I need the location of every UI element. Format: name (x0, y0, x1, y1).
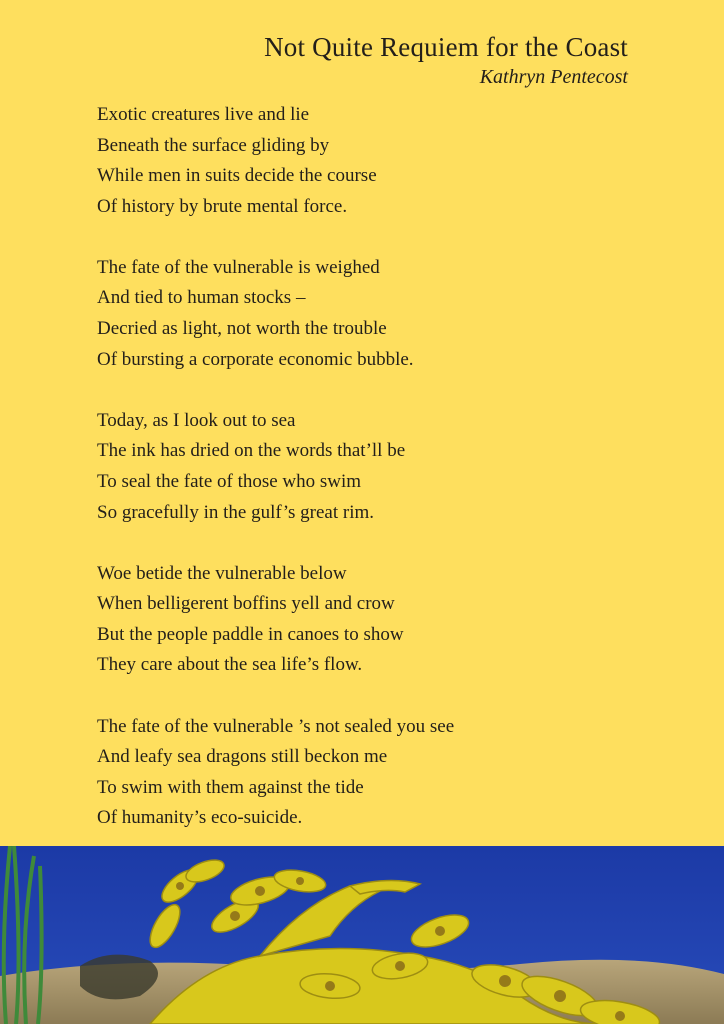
poem-line: To seal the fate of those who swim (97, 470, 362, 492)
poem-body (97, 100, 454, 864)
stanza (97, 253, 454, 375)
poem-line: The fate of the vulnerable ’s not sealed you see (97, 715, 455, 737)
poem-line: And leafy sea dragons still beckon me (97, 746, 388, 768)
poem-line: The fate of the vulnerable is weighed (97, 256, 380, 278)
poem-author: Kathryn Pentecost (479, 66, 628, 88)
poem-line: And tied to human stocks – (97, 287, 306, 309)
stanza (97, 100, 454, 222)
poem-line: They care about the sea life’s flow. (97, 654, 363, 676)
stanza (97, 559, 454, 681)
poem-line: To swim with them against the tide (97, 776, 364, 798)
seadragon-illustration (0, 846, 724, 1024)
poem-line: Decried as light, not worth the trouble (97, 318, 387, 340)
poem-line: The ink has dried on the words that’ll be (97, 440, 406, 462)
poem-line: While men in suits decide the course (97, 165, 377, 187)
poem-line: Exotic creatures live and lie (97, 104, 310, 125)
poem-line: Beneath the surface gliding by (97, 134, 330, 156)
poem-line: But the people paddle in canoes to show (97, 623, 404, 645)
stanza (97, 712, 454, 834)
poem-header (264, 30, 628, 90)
poem-line: When belligerent boffins yell and crow (97, 593, 395, 615)
stanza (97, 406, 454, 528)
poem-line: Today, as I look out to sea (97, 409, 296, 431)
poem-line: Of bursting a corporate economic bubble. (97, 348, 414, 370)
poem-line: Of humanity’s eco-suicide. (97, 807, 303, 829)
poem-line: Of history by brute mental force. (97, 195, 348, 217)
poem-title: Not Quite Requiem for the Coast (264, 32, 628, 62)
poem-line: Woe betide the vulnerable below (97, 562, 347, 584)
seadragon-photo (0, 846, 724, 1024)
poem-line: So gracefully in the gulf’s great rim. (97, 501, 375, 523)
